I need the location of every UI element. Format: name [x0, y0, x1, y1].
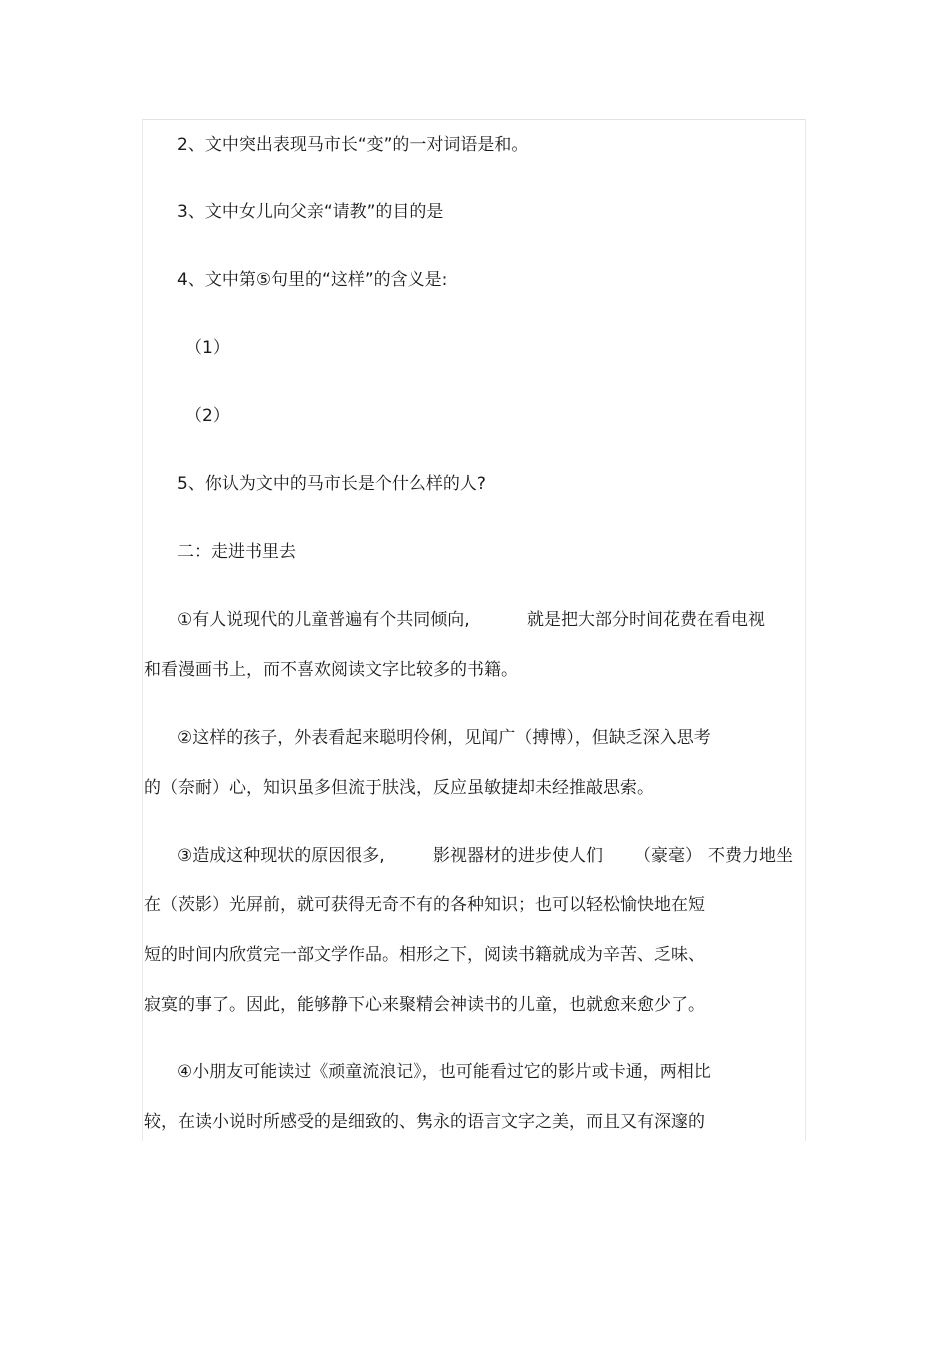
question-5: 5、你认为文中的马市长是个什么样的人? [177, 474, 486, 494]
paragraph-3-line-1a: ③造成这种现状的原因很多, [177, 846, 385, 866]
paragraph-1-line-2: 和看漫画书上，而不喜欢阅读文字比较多的书籍。 [144, 660, 518, 680]
paragraph-1-line-1a: ①有人说现代的儿童普遍有个共同倾向, [177, 610, 470, 630]
paragraph-3-line-1c: （豪毫） [634, 846, 702, 866]
question-4-sub-2: （2） [185, 406, 230, 426]
section-heading: 二：走进书里去 [177, 542, 296, 562]
paragraph-4-line-1: ④小朋友可能读过《顽童流浪记》，也可能看过它的影片或卡通，两相比 [177, 1062, 711, 1082]
paragraph-3-line-1d: 不费力地坐 [708, 846, 793, 866]
question-3: 3、文中女儿向父亲“请教”的目的是 [177, 202, 444, 222]
paragraph-1-line-1b: 就是把大部分时间花费在看电视 [527, 610, 765, 630]
question-4: 4、文中第⑤句里的“这样”的含义是: [177, 270, 448, 290]
paragraph-3-line-4: 寂寞的事了。因此，能够静下心来聚精会神读书的儿童，也就愈来愈少了。 [144, 995, 705, 1015]
paragraph-2-line-2: 的（奈耐）心，知识虽多但流于肤浅，反应虽敏捷却未经推敲思索。 [144, 778, 654, 798]
paragraph-2-line-1: ②这样的孩子，外表看起来聪明伶俐，见闻广（搏博），但缺乏深入思考 [177, 728, 711, 748]
question-4-sub-1: （1） [185, 338, 230, 358]
paragraph-3-line-1b: 影视器材的进步使人们 [433, 846, 603, 866]
question-2: 2、文中突出表现马市长“变”的一对词语是和。 [177, 135, 529, 155]
paragraph-4-line-2: 较，在读小说时所感受的是细致的、隽永的语言文字之美，而且又有深邃的 [144, 1112, 705, 1132]
paragraph-3-line-3: 短的时间内欣赏完一部文学作品。相形之下，阅读书籍就成为辛苦、乏味、 [144, 945, 705, 965]
paragraph-3-line-2: 在（茨影）光屏前，就可获得无奇不有的各种知识；也可以轻松愉快地在短 [144, 895, 705, 915]
